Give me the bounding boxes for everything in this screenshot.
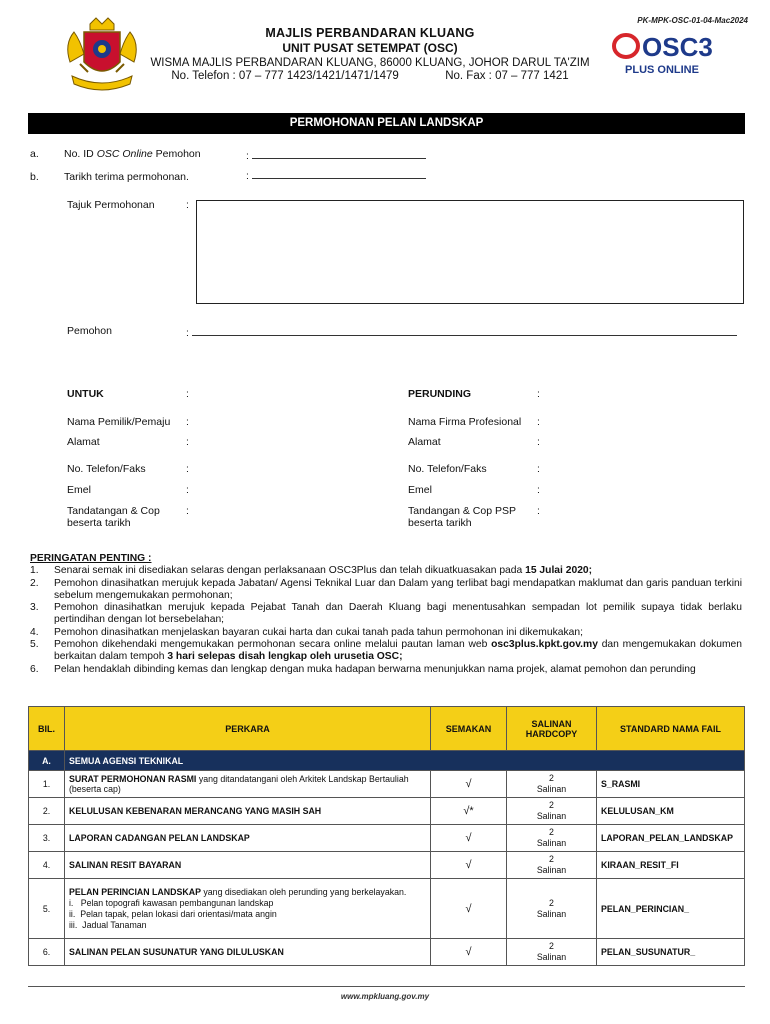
left-row-colon[interactable]: : [186,416,189,428]
right-row-colon[interactable]: : [537,463,540,475]
pemohon-input[interactable]: : [186,325,737,339]
section-letter: A. [29,751,65,771]
osc3-logo-mark [612,32,712,60]
left-row-label: Tandatangan & Cop beserta tarikh [67,505,160,529]
checkbox-cell[interactable]: √ [431,879,507,939]
osc3-logo-text: OSC3 [642,32,712,60]
untuk-heading: UNTUK [67,388,104,400]
checkbox-cell[interactable]: √ [431,852,507,879]
note-item: 3. Pemohon dinasihatkan merujuk kepada Pejabat Tanah dan Daerah Kluang bagi menentusahkan sempadan lot pemilik supaya tidak berlaku pertindihan dengan lot bersebelahan; [30,602,742,626]
table-row: 5. PELAN PERINCIAN LANDSKAP yang disediakan oleh perunding yang berkelayakan. i. Pelan topografi kawasan pembangunan landskap ii. Pelan tapak, pelan lokasi dari orientasi/mata angin iii. Jadual Tanaman √ 2 Salinan PELAN_PERINCIAN_ [29,879,745,939]
note-item: 5. Pemohon dikehendaki mengemukakan permohonan secara online melalui pautan laman web osc3plus.kpkt.gov.my dan mengemukakan dokumen berkaitan dalam tempoh 3 hari selepas disah lengkap oleh urusetia OSC; [30,639,743,663]
left-row-label: Alamat [67,436,100,448]
field-a-input[interactable]: : [246,148,426,162]
table-row: 2. KELULUSAN KEBENARAN MERANCANG YANG MASIH SAH √* 2 Salinan KELULUSAN_KM [29,798,745,825]
right-row-colon[interactable]: : [537,484,540,496]
field-a-letter: a. [30,148,39,160]
right-row-label: Nama Firma Profesional [408,416,522,428]
notes-heading: PERINGATAN PENTING : [30,553,152,564]
left-row-colon[interactable]: : [186,436,189,448]
fax-text: No. Fax : 07 – 777 1421 [445,70,569,82]
right-row-label: No. Telefon/Faks [408,463,487,475]
left-row-label: Emel [67,484,91,496]
section-row [29,751,745,771]
osc3-logo-subtext: PLUS ONLINE [625,64,699,76]
col-header-salinan: SALINAN HARDCOPY [507,707,597,751]
right-row-colon[interactable]: : [537,416,540,428]
right-row-label: Alamat [408,436,441,448]
council-crest-logo [60,14,144,94]
checkbox-cell[interactable]: √* [431,798,507,825]
untuk-colon: : [186,388,189,400]
field-a-label: No. ID OSC Online Pemohon [64,148,201,160]
important-notes [30,553,742,676]
unit-name: UNIT PUSAT SETEMPAT (OSC) [282,41,458,55]
left-row-label: No. Telefon/Faks [67,463,146,475]
checkbox-cell[interactable]: √ [431,939,507,966]
table-row: 3. LAPORAN CADANGAN PELAN LANDSKAP √ 2 Salinan LAPORAN_PELAN_LANDSKAP [29,825,745,852]
right-row-label: Emel [408,484,432,496]
footer-website: www.mpkluang.gov.my [340,992,430,1001]
col-header-bil: BIL. [29,707,65,751]
sub-item: i. Pelan topografi kawasan pembangunan landskap [68,897,274,908]
note-item: 1. Senarai semak ini disediakan selaras dengan perlaksanaan OSC3Plus dan telah dikuatkuasakan pada 15 Julai 2020; [30,565,593,577]
table-row: 4. SALINAN RESIT BAYARAN √ 2 Salinan KIRAAN_RESIT_FI [29,852,745,879]
right-row-colon[interactable]: : [537,505,540,517]
col-header-semakan: SEMAKAN [431,707,507,751]
osc3-logo [612,32,712,74]
sub-item: iii. Jadual Tanaman [68,919,147,930]
org-name: MAJLIS PERBANDARAN KLUANG [265,26,475,40]
tajuk-colon: : [186,199,189,211]
phone-text: No. Telefon : 07 – 777 1423/1421/1471/1479 [171,70,399,82]
right-row-label: Tandangan & Cop PSP beserta tarikh [408,505,516,529]
form-title: PERMOHONAN PELAN LANDSKAP [28,113,745,134]
tajuk-label: Tajuk Permohonan [67,199,155,211]
document-code: PK-MPK-OSC-01-04-Mac2024 [637,16,748,25]
perunding-colon: : [537,388,540,400]
note-item: 2. Pemohon dinasihatkan merujuk kepada Jabatan/ Agensi Teknikal Luar dan Dalam yang terlibat bagi mendapatkan maklumat dan garis panduan terkini sebelum mengemukakan permohonan; [30,577,742,601]
checkbox-cell[interactable]: √ [431,825,507,852]
note-item: 4. Pemohon dinasihatkan menjelaskan bayaran cukai harta dan cukai tanah pada tahun permohonan ini dikemukakan; [30,626,583,638]
table-row: 1. SURAT PERMOHONAN RASMI yang ditandatangani oleh Arkitek Landskap Bertauliah (beserta cap) √ 2 Salinan S_RASMI [29,771,745,798]
letterhead [150,26,590,82]
col-header-perkara: PERKARA [64,707,430,751]
sub-item: ii. Pelan tapak, pelan lokasi dari orientasi/mata angin [68,908,277,919]
checkbox-cell[interactable]: √ [431,771,507,798]
left-row-colon[interactable]: : [186,505,189,517]
left-row-colon[interactable]: : [186,463,189,475]
left-row-label: Nama Pemilik/Pemaju [67,416,171,428]
tajuk-input-box[interactable] [196,200,744,304]
section-label: SEMUA AGENSI TEKNIKAL [64,751,744,771]
note-item: 6. Pelan hendaklah dibinding kemas dan lengkap dengan muka hadapan berwarna menunjukkan nama projek, alamat pemohon dan perunding [30,663,696,675]
table-header-row [29,707,745,751]
perunding-heading: PERUNDING [408,388,472,400]
right-row-colon[interactable]: : [537,436,540,448]
checklist-table [28,706,745,966]
left-row-colon[interactable]: : [186,484,189,496]
org-address: WISMA MAJLIS PERBANDARAN KLUANG, 86000 KLUANG, JOHOR DARUL TA'ZIM [150,57,590,69]
pemohon-label: Pemohon [67,325,112,337]
col-header-nama-fail: STANDARD NAMA FAIL [596,707,744,751]
field-b-input[interactable]: : [246,168,426,182]
field-b-letter: b. [30,171,39,183]
table-row: 6. SALINAN PELAN SUSUNATUR YANG DILULUSKAN √ 2 Salinan PELAN_SUSUNATUR_ [29,939,745,966]
field-b-label: Tarikh terima permohonan. [64,171,189,183]
footer-divider [28,986,745,987]
contact-line [150,70,590,82]
